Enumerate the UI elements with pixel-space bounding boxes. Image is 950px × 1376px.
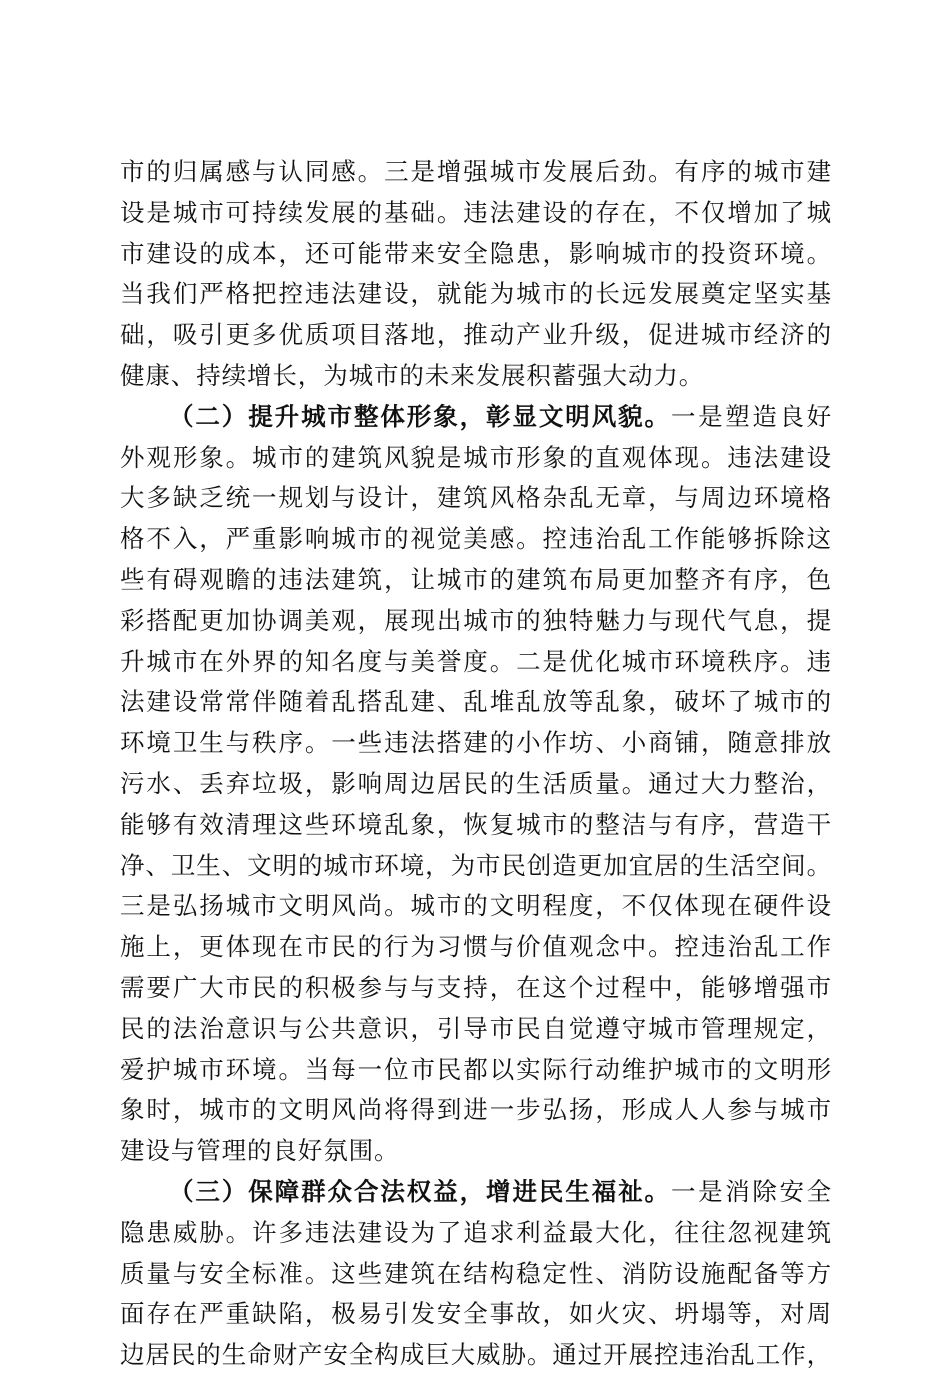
text-line	[120, 723, 832, 764]
text-run: 设是城市可持续发展的基础。违法建设的存在，不仅增加了城	[120, 197, 832, 227]
text-run: 一是消除安全	[670, 1176, 832, 1206]
text-run: 边居民的生命财产安全构成巨大威胁。通过开展控违治乱工作，	[120, 1340, 832, 1370]
text-line	[120, 968, 832, 1009]
paragraph-first-line	[120, 1172, 832, 1213]
text-run: 大多缺乏统一规划与设计，建筑风格杂乱无章，与周边环境格	[120, 483, 832, 513]
text-line	[120, 846, 832, 887]
text-run: 当我们严格把控违法建设，就能为城市的长远发展奠定坚实基	[120, 279, 832, 309]
text-run: 法建设常常伴随着乱搭乱建、乱堆乱放等乱象，破坏了城市的	[120, 687, 832, 717]
text-run: 需要广大市民的积极参与与支持，在这个过程中，能够增强市	[120, 972, 832, 1002]
text-run: 建设与管理的良好氛围。	[120, 1136, 400, 1166]
text-line	[120, 438, 832, 479]
text-run: 格不入，严重影响城市的视觉美感。控违治乱工作能够拆除这	[120, 524, 832, 554]
text-line	[120, 1335, 832, 1376]
text-line	[120, 682, 832, 723]
text-run: 质量与安全标准。这些建筑在结构稳定性、消防设施配备等方	[120, 1258, 832, 1288]
text-run: 能够有效清理这些环境乱象，恢复城市的整洁与有序，营造干	[120, 809, 832, 839]
text-run: 升城市在外界的知名度与美誉度。二是优化城市环境秩序。违	[120, 646, 832, 676]
text-run: 市建设的成本，还可能带来安全隐患，影响城市的投资环境。	[120, 238, 832, 268]
text-run: 健康、持续增长，为城市的未来发展积蓄强大动力。	[120, 360, 705, 390]
text-line	[120, 1254, 832, 1295]
text-line	[120, 642, 832, 683]
text-line	[120, 1090, 832, 1131]
text-line	[120, 560, 832, 601]
text-run: 市的归属感与认同感。三是增强城市发展后劲。有序的城市建	[120, 157, 832, 186]
body-text	[120, 152, 832, 1376]
text-line	[120, 478, 832, 519]
text-line	[120, 315, 832, 356]
text-line	[120, 1294, 832, 1335]
text-run: 隐患威胁。许多违法建设为了追求利益最大化，往往忽视建筑	[120, 1217, 832, 1247]
text-line	[120, 764, 832, 805]
text-run: 面存在严重缺陷，极易引发安全事故，如火灾、坍塌等，对周	[120, 1299, 832, 1329]
text-line	[120, 234, 832, 275]
text-line	[120, 519, 832, 560]
text-run: 爱护城市环境。当每一位市民都以实际行动维护城市的文明形	[120, 1054, 832, 1084]
text-line	[120, 927, 832, 968]
text-run: 民的法治意识与公共意识，引导市民自觉遵守城市管理规定，	[120, 1013, 832, 1043]
text-run: 彩搭配更加协调美观，展现出城市的独特魅力与现代气息，提	[120, 605, 832, 635]
text-run: 净、卫生、文明的城市环境，为市民创造更加宜居的生活空间。	[120, 850, 832, 880]
text-run: 环境卫生与秩序。一些违法搭建的小作坊、小商铺，随意排放	[120, 728, 832, 758]
text-line	[120, 356, 832, 397]
text-line	[120, 1213, 832, 1254]
text-run: 污水、丢弃垃圾，影响周边居民的生活质量。通过大力整治，	[120, 768, 832, 798]
text-run: 三是弘扬城市文明风尚。城市的文明程度，不仅体现在硬件设	[120, 891, 832, 921]
text-run: 础，吸引更多优质项目落地，推动产业升级，促进城市经济的	[120, 320, 832, 350]
text-run: 外观形象。城市的建筑风貌是城市形象的直观体现。违法建设	[120, 442, 832, 472]
text-line	[120, 152, 832, 193]
paragraph-first-line	[120, 397, 832, 438]
text-line	[120, 886, 832, 927]
text-line	[120, 1131, 832, 1172]
text-run: 象时，城市的文明风尚将得到进一步弘扬，形成人人参与城市	[120, 1095, 832, 1125]
text-run: 一是塑造良好	[670, 401, 832, 431]
text-line	[120, 1050, 832, 1091]
text-line	[120, 193, 832, 234]
text-line	[120, 601, 832, 642]
section-heading: （二）提升城市整体形象，彰显文明风貌。	[169, 401, 671, 431]
text-run: 些有碍观瞻的违法建筑，让城市的建筑布局更加整齐有序，色	[120, 564, 832, 594]
text-line	[120, 805, 832, 846]
text-run: 施上，更体现在市民的行为习惯与价值观念中。控违治乱工作	[120, 932, 832, 962]
text-line	[120, 274, 832, 315]
text-line	[120, 1009, 832, 1050]
section-heading: （三）保障群众合法权益，增进民生福祉。	[169, 1176, 671, 1206]
